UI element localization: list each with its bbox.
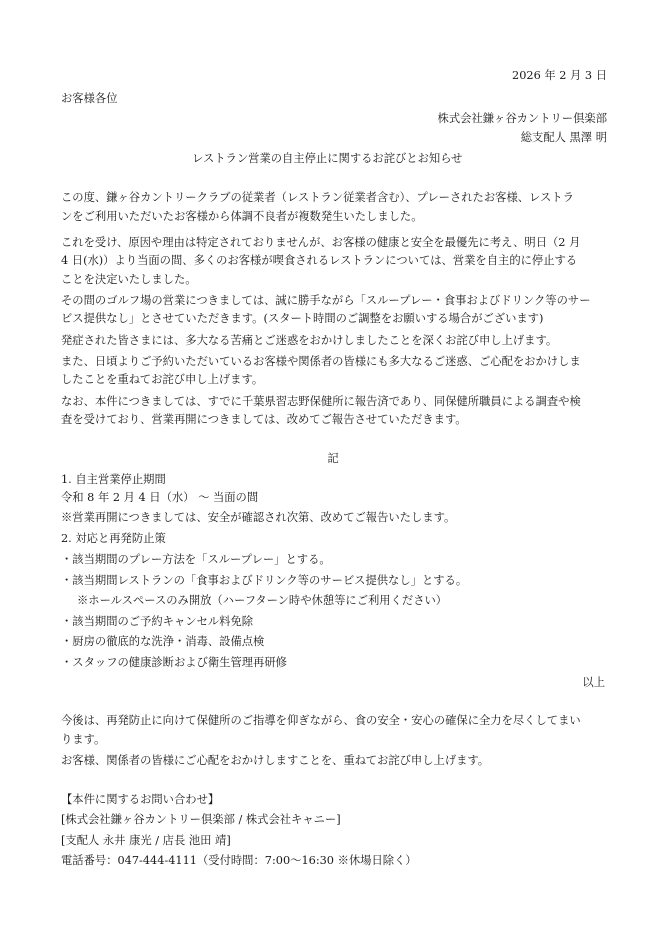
body-line: ンをご利用いただいたお客様から体調不良者が複数発生いたしました。 <box>61 210 423 223</box>
body-line: ビス提供なし」とさせていただきます。(スタート時間のご調整をお願いする場合がございます) <box>61 312 544 325</box>
body-line: 発症された皆さまには、多大なる苦痛とご迷惑をおかけしましたことを深くお詫び申し上げます。 <box>61 334 558 347</box>
closing-line: 今後は、再発防止に向けて保健所のご指導を仰ぎながら、食の安全・安心の確保に全力を尽くしてまい <box>61 714 581 727</box>
sender-company: 株式会社鎌ヶ谷カントリー倶楽部 <box>437 112 607 125</box>
body-line: この度、鎌ヶ谷カントリークラブの従業者（レストラン従業者含む）、プレーされたお客様、レストラ <box>61 191 574 204</box>
ki-marker: 記 <box>327 452 339 465</box>
section2-heading: 2. 対応と再発防止策 <box>61 532 166 545</box>
section1-heading: 1. 自主営業停止期間 <box>61 473 166 486</box>
ijo-marker: 以上 <box>582 676 605 689</box>
contact-heading: 【本件に関するお問い合わせ】 <box>61 793 220 806</box>
closing-line: お客様、関係者の皆様にご心配をおかけしますことを、重ねてお詫び申し上げます。 <box>61 754 490 767</box>
body-line: その間のゴルフ場の営業につきましては、誠に勝手ながら「スループレー・食事およびドリンク等のサー <box>61 294 591 307</box>
section2-item: ・厨房の徹底的な洗浄・消毒、設備点検 <box>61 635 265 648</box>
document-date: 2026 年 2 月 3 日 <box>512 69 607 82</box>
contact-phone: 電話番号：047-444-4111（受付時間：7:00〜16:30 ※休場日除く） <box>61 854 417 867</box>
section1-note: ※営業再開につきましては、安全が確認され次第、改めてご報告いたします。 <box>61 511 456 524</box>
body-line: 査を受けており、営業再開につきましては、改めてご報告させていただきます。 <box>61 413 467 426</box>
section2-item: ・該当期間レストランの「食事およびドリンク等のサービス提供なし」とする。 <box>61 574 468 587</box>
body-line: また、日頃よりご予約いただいているお客様や関係者の皆様にも多大なるご迷惑、ご心配をおかけしま <box>61 355 581 368</box>
section2-item: ・該当期間のご予約キャンセル料免除 <box>61 615 254 628</box>
contact-people: [支配人 永井 康光 / 店長 池田 靖] <box>61 834 231 847</box>
section2-item: ・該当期間のプレー方法を「スループレー」とする。 <box>61 553 331 566</box>
closing-line: ります。 <box>61 733 106 746</box>
body-line: ことを決定いたしました。 <box>61 273 197 286</box>
recipient-line: お客様各位 <box>61 92 118 105</box>
body-line: なお、本件につきましては、すでに千葉県習志野保健所に報告済であり、同保健所職員による調査や検 <box>61 395 581 408</box>
document-title: レストラン営業の自主停止に関するお詫びとお知らせ <box>192 152 463 165</box>
body-line: これを受け、原因や理由は特定されておりませんが、お客様の健康と安全を最優先に考え、明日（2 月 <box>61 236 581 249</box>
contact-companies: [株式会社鎌ヶ谷カントリー倶楽部 / 株式会社キャニー] <box>61 813 341 826</box>
section2-item: ・スタッフの健康診断および衛生管理再研修 <box>61 656 287 669</box>
sender-person: 総支配人 黒澤 明 <box>520 131 607 144</box>
body-line: 4 日(水)）より当面の間、多くのお客様が喫食されるレストランについては、営業を自主的に停止する <box>61 254 578 267</box>
body-line: したことを重ねてお詫び申し上げます。 <box>61 373 264 386</box>
section1-period: 令和 8 年 2 月 4 日（水） 〜 当面の間 <box>61 491 259 504</box>
section2-subnote: ※ホールスペースのみ開放（ハーフターン時や休憩等にご利用ください） <box>77 594 448 607</box>
